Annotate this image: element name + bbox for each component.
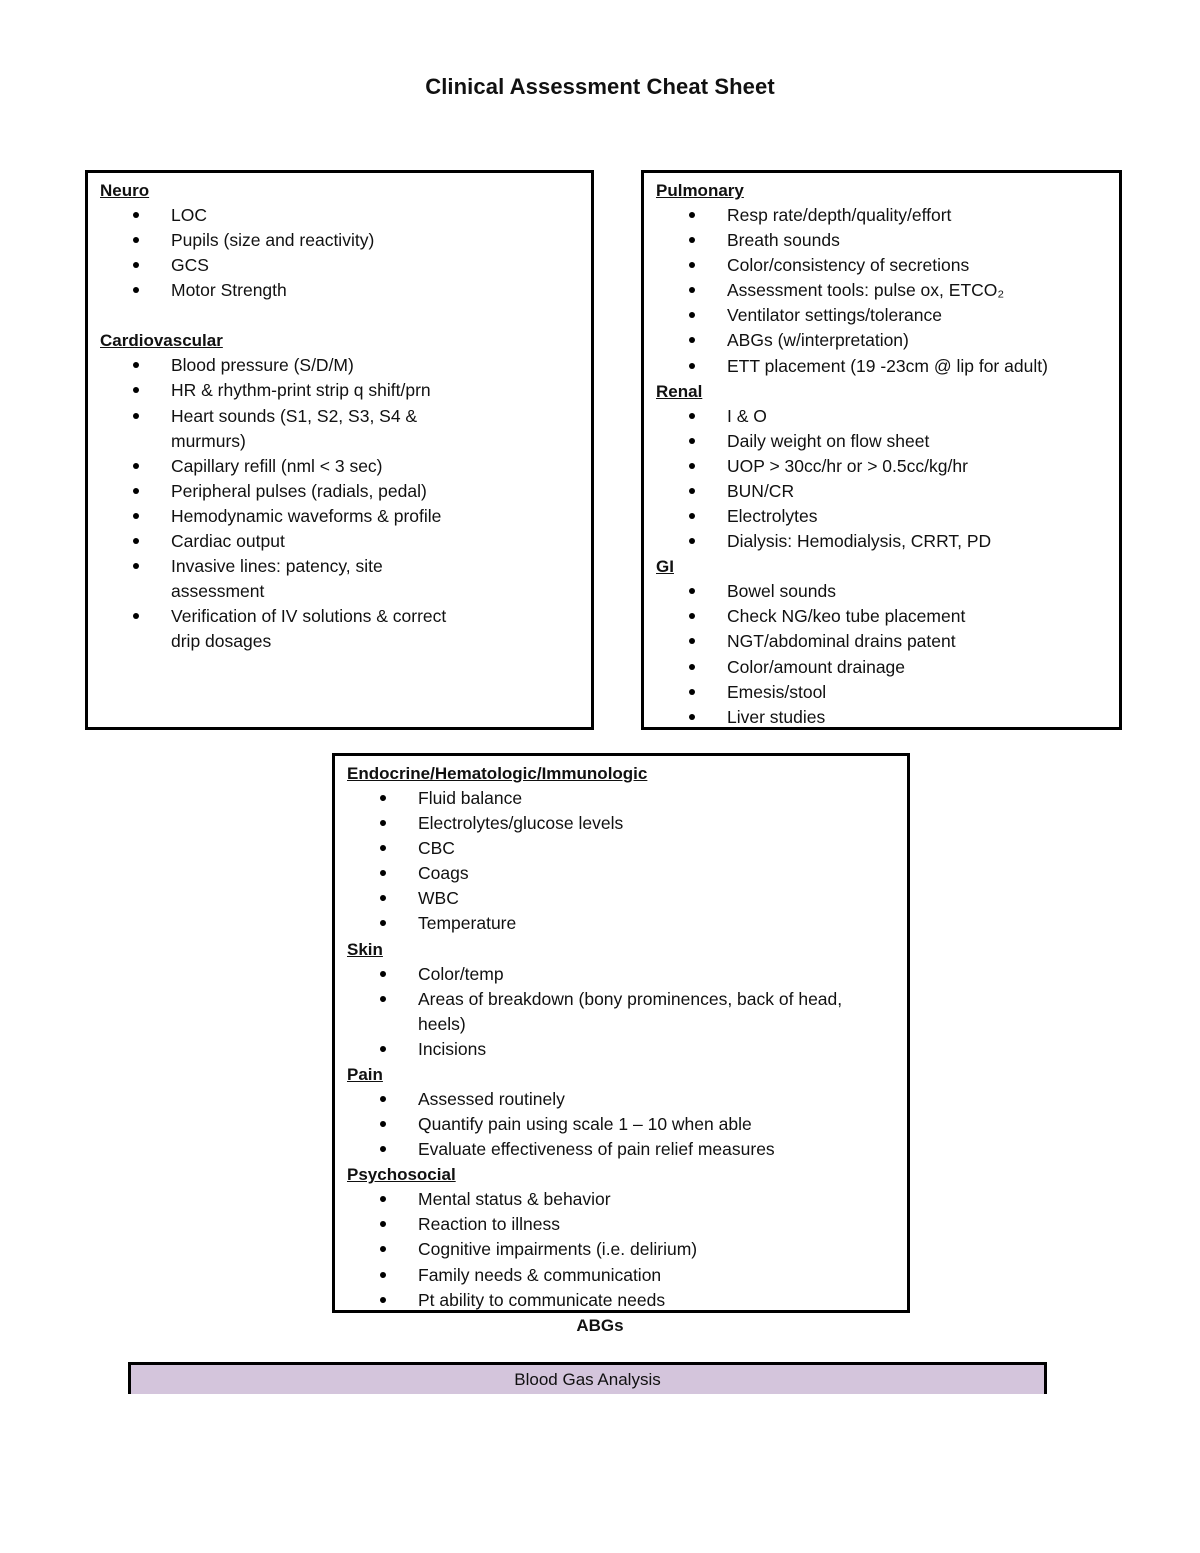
list-item: Reaction to illness [347,1212,895,1237]
list-item: Cognitive impairments (i.e. delirium) [347,1237,895,1262]
list-item: Bowel sounds [656,579,1107,604]
neuro-list [100,203,579,303]
neuro-cardio-box [85,170,594,730]
skin-list [347,962,882,1062]
list-item: Dialysis: Hemodialysis, CRRT, PD [656,529,1107,554]
list-item: Breath sounds [656,228,1107,253]
section-title-skin: Skin [347,939,383,959]
list-item: Quantify pain using scale 1 – 10 when able [347,1112,895,1137]
section-title-neuro: Neuro [100,181,150,200]
list-item: UOP > 30cc/hr or > 0.5cc/kg/hr [656,454,1107,479]
list-item: Invasive lines: patency, site assessment [100,554,460,604]
list-item: Cardiac output [100,529,460,554]
section-title-gi: GI [656,557,674,577]
section-title-pain: Pain [347,1064,383,1084]
list-item: Hemodynamic waveforms & profile [100,504,460,529]
renal-list [656,404,1107,555]
list-item: HR & rhythm-print strip q shift/prn [100,378,460,403]
list-item: Heart sounds (S1, S2, S3, S4 & murmurs) [100,404,460,454]
section-title-endocrine: Endocrine/Hematologic/Immunologic [347,764,648,783]
list-item: Verification of IV solutions & correct drip dosages [100,604,460,654]
list-item: Blood pressure (S/D/M) [100,353,460,378]
list-item: Assessment tools: pulse ox, ETCO₂ [656,278,1107,303]
endocrine-list [347,786,895,937]
list-item: Emesis/stool [656,680,1107,705]
endocrine-skin-pain-psychosocial-box [332,753,910,1313]
list-item: Peripheral pulses (radials, pedal) [100,479,460,504]
list-item: WBC [347,886,895,911]
section-title-psychosocial: Psychosocial [347,1165,456,1185]
list-item: Color/consistency of secretions [656,253,1107,278]
list-item: Family needs & communication [347,1263,895,1288]
pulmonary-renal-gi-box [641,170,1122,730]
list-item: GCS [100,253,579,278]
pain-list [347,1087,895,1162]
list-item: Temperature [347,911,895,936]
list-item: Motor Strength [100,278,579,303]
page-title: Clinical Assessment Cheat Sheet [425,74,775,99]
list-item: Areas of breakdown (bony prominences, back of head, heels) [347,987,882,1037]
list-item: ETT placement (19 -23cm @ lip for adult) [656,354,1107,379]
list-item: CBC [347,836,895,861]
list-item: Capillary refill (nml < 3 sec) [100,454,460,479]
list-item: Electrolytes/glucose levels [347,811,895,836]
list-item: Check NG/keo tube placement [656,604,1107,629]
list-item: Ventilator settings/tolerance [656,303,1107,328]
list-item: Daily weight on flow sheet [656,429,1107,454]
list-item: Liver studies [656,705,1107,730]
list-item: BUN/CR [656,479,1107,504]
list-item: Pupils (size and reactivity) [100,228,579,253]
list-item: Resp rate/depth/quality/effort [656,203,1107,228]
list-item: Color/amount drainage [656,655,1107,680]
pulmonary-list [656,203,1107,379]
list-item: NGT/abdominal drains patent [656,629,1107,654]
list-item: Mental status & behavior [347,1187,895,1212]
list-item: Fluid balance [347,786,895,811]
list-item: Evaluate effectiveness of pain relief measures [347,1137,895,1162]
blood-gas-analysis-header [128,1362,1047,1394]
section-title-renal: Renal [656,381,703,401]
cardiovascular-list [100,353,460,654]
list-item: Pt ability to communicate needs [347,1288,895,1313]
list-item: LOC [100,203,579,228]
list-item: ABGs (w/interpretation) [656,328,1107,353]
psychosocial-list [347,1187,895,1312]
abgs-heading: ABGs [576,1316,624,1335]
list-item: I & O [656,404,1107,429]
section-title-pulmonary: Pulmonary [656,181,744,200]
list-item: Coags [347,861,895,886]
list-item: Assessed routinely [347,1087,895,1112]
list-item: Incisions [347,1037,882,1062]
gi-list [656,579,1107,730]
list-item: Color/temp [347,962,882,987]
section-title-cardiovascular: Cardiovascular [100,331,223,351]
blood-gas-analysis-label: Blood Gas Analysis [514,1370,661,1389]
list-item: Electrolytes [656,504,1107,529]
